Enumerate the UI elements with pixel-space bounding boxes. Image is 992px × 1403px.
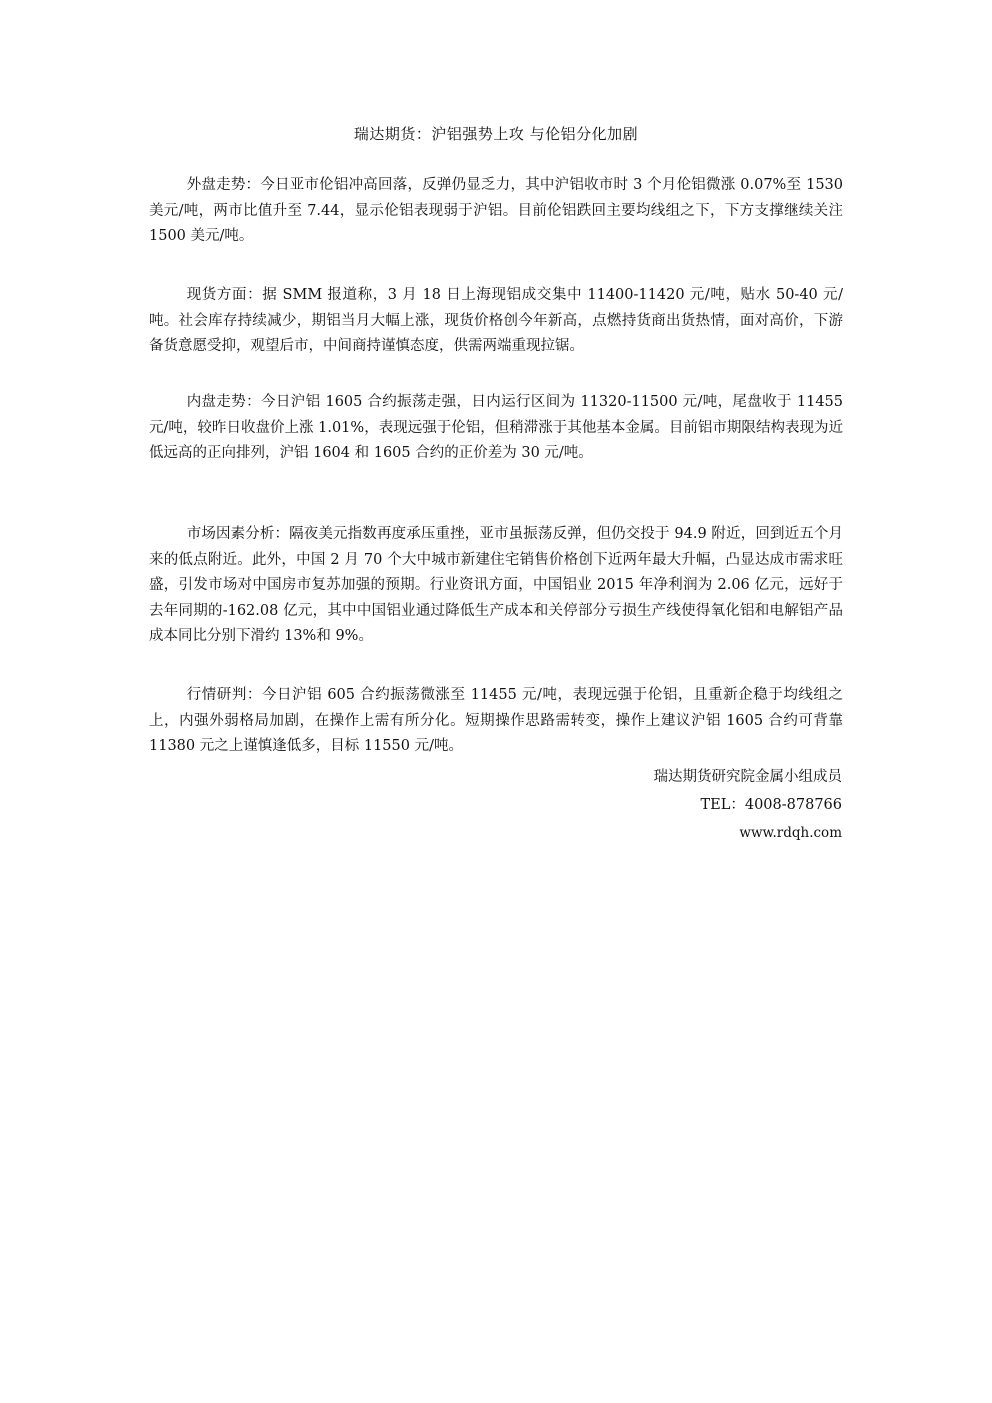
paragraph-market-outlook: 行情研判：今日沪铝 605 合约振荡微涨至 11455 元/吨，表现远强于伦铝，且重新企稳于均线组之上，内强外弱格局加剧，在操作上需有所分化。短期操作思路需转变，操作上建议沪铝 1605 合约可背靠 11380 元之上谨慎逢低多，目标 11550 元/吨。 — [149, 687, 843, 754]
signature-telephone: TEL：4008-878766 — [700, 797, 842, 813]
paragraph-external-market: 外盘走势：今日亚市伦铝冲高回落，反弹仍显乏力，其中沪铝收市时 3 个月伦铝微涨 0.07%至 1530 美元/吨，两市比值升至 7.44，显示伦铝表现弱于沪铝。目前伦铝跌回主要均线组之下，下方支撑继续关注 1500 美元/吨。 — [149, 177, 843, 244]
document-title: 瑞达期货：沪铝强势上攻 与伦铝分化加剧 — [353, 125, 639, 143]
signature-organization: 瑞达期货研究院金属小组成员 — [653, 769, 842, 785]
signature-website: www.rdqh.com — [739, 825, 842, 841]
paragraph-domestic-market: 内盘走势：今日沪铝 1605 合约振荡走强，日内运行区间为 11320-11500 元/吨，尾盘收于 11455 元/吨，较昨日收盘价上涨 1.01%，表现远强于伦铝，但稍滞涨于其他基本金属。目前铝市期限结构表现为近低远高的正向排列，沪铝 1604 和 1605 合约的正价差为 30 元/吨。 — [149, 394, 843, 461]
paragraph-spot-market: 现货方面：据 SMM 报道称，3 月 18 日上海现铝成交集中 11400-11420 元/吨，贴水 50-40 元/吨。社会库存持续减少，期铝当月大幅上涨，现货价格创今年新高，点燃持货商出货热情，面对高价，下游备货意愿受抑，观望后市，中间商持谨慎态度，供需两端重现拉锯。 — [149, 287, 843, 354]
paragraph-market-factors: 市场因素分析：隔夜美元指数再度承压重挫，亚市虽振荡反弹，但仍交投于 94.9 附近，回到近五个月来的低点附近。此外，中国 2 月 70 个大中城市新建住宅销售价格创下近两年最大升幅，凸显达成市需求旺盛，引发市场对中国房市复苏加强的预期。行业资讯方面，中国铝业 2015 年净利润为 2.06 亿元，远好于去年同期的-162.08 亿元，其中中国铝业通过降低生产成本和关停部分亏损生产线使得氧化铝和电解铝产品成本同比分别下滑约 13%和 9%。 — [149, 526, 843, 644]
